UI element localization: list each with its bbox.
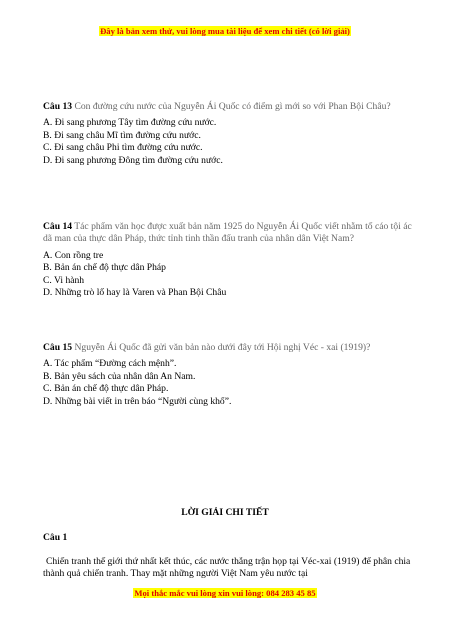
question-label: Câu 14 bbox=[43, 221, 73, 232]
question-text: Tác phẩm văn học được xuất bản năm 1925 do Nguyễn Ái Quốc viết nhằm tố cáo tội ác dã man của thực dân Pháp, thức tỉnh tinh thần đấu tranh của nhân dân Việt Nam? bbox=[43, 221, 412, 245]
option-a: A. Đi sang phương Tây tìm đường cứu nước. bbox=[43, 117, 217, 129]
option-d: D. Những bài viết in trên báo “Người cùng khổ”. bbox=[43, 395, 232, 407]
option-b: B. Bản án chế độ thực dân Pháp bbox=[43, 262, 166, 274]
option-a: A. Tác phẩm “Đường cách mệnh”. bbox=[43, 358, 177, 370]
option-c: C. Đi sang châu Phi tìm đường cứu nước. bbox=[43, 142, 203, 154]
contact-notice-banner bbox=[0, 588, 450, 598]
question-label: Câu 13 bbox=[43, 101, 73, 112]
preview-notice-text: Đây là bản xem thử, vui lòng mua tài liệu để xem chi tiết (có lời giải) bbox=[100, 26, 350, 36]
question-text: Con đường cứu nước của Nguyễn Ái Quốc có điểm gì mới so với Phan Bội Châu? bbox=[74, 101, 391, 112]
option-a: A. Con rồng tre bbox=[43, 249, 104, 261]
question-stem bbox=[43, 101, 415, 113]
option-d: D. Đi sang phương Đông tìm đường cứu nước. bbox=[43, 154, 223, 166]
option-b: B. Đi sang châu Mĩ tìm đường cứu nước. bbox=[43, 129, 201, 141]
solution-question-label: Câu 1 bbox=[43, 532, 68, 543]
preview-notice-banner bbox=[0, 26, 450, 36]
option-d: D. Những trò lố hay là Varen và Phan Bội Châu bbox=[43, 287, 227, 299]
question-stem bbox=[43, 342, 415, 354]
answer-options bbox=[43, 250, 415, 300]
question-15 bbox=[43, 342, 415, 408]
solution-paragraph bbox=[43, 556, 416, 581]
question-label: Câu 15 bbox=[43, 342, 73, 353]
question-text: Nguyễn Ái Quốc đã gửi văn bản nào dưới đây tới Hội nghị Véc - xai (1919)? bbox=[74, 342, 371, 353]
question-stem bbox=[43, 221, 415, 246]
answer-options bbox=[43, 117, 415, 167]
answer-options bbox=[43, 358, 415, 408]
question-14 bbox=[43, 221, 415, 299]
solution-text: Chiến tranh thế giới thứ nhất kết thúc, các nước thắng trận họp tại Véc-xai (1919) để phân chia thành quả chiến tranh. Thay mặt những người Việt Nam yêu nước tại bbox=[43, 556, 411, 580]
contact-notice-text: Mọi thắc mắc vui lòng xin vui lòng: 084 283 45 85 bbox=[134, 588, 316, 598]
option-c: C. Bản án chế độ thực dân Pháp. bbox=[43, 383, 169, 395]
option-b: B. Bản yêu sách của nhân dân An Nam. bbox=[43, 370, 196, 382]
option-c: C. Vi hành bbox=[43, 274, 85, 286]
question-13 bbox=[43, 101, 415, 167]
solutions-heading: LỜI GIẢI CHI TIẾT bbox=[181, 507, 269, 518]
